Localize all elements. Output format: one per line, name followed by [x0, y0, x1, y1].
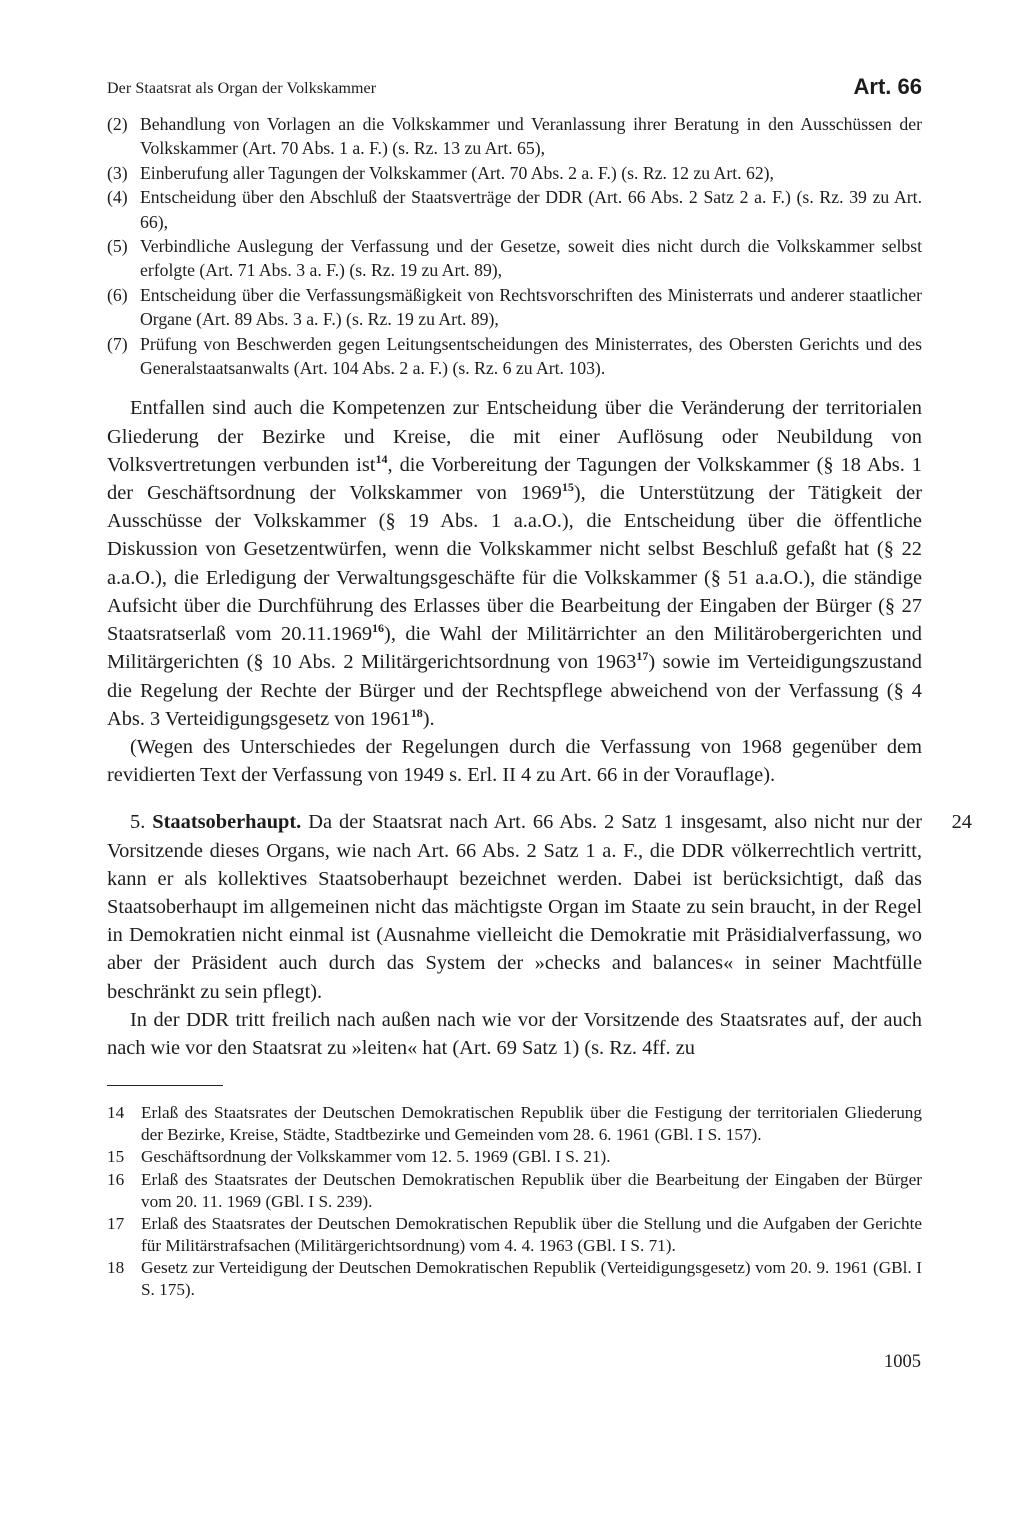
section-paragraph — [107, 808, 922, 1005]
footnote-15 — [107, 1146, 922, 1168]
footnote-ref-18[interactable]: 18 — [410, 705, 423, 720]
paragraph-text: ) sowie im Verteidigungszustand die Regelung der Rechte der Bürger und der Rechtspflege abweichend von der Verfassung (§ 4 Abs. 3 Verteidigungsgesetz von 1961 — [107, 651, 922, 730]
list-item-text: Behandlung von Vorlagen an die Volkskammer und Veranlassung ihrer Beratung in den Ausschüssen der Volkskammer (Art. 70 Abs. 1 a. F.) (s. Rz. 13 zu Art. 65), — [140, 114, 922, 159]
footnote-text: Erlaß des Staatsrates der Deutschen Demokratischen Republik über die Bearbeitung der Eingaben der Bürger vom 20. 11. 1969 (GBl. I S. 239). — [141, 1169, 922, 1211]
list-item-text: Verbindliche Auslegung der Verfassung und der Gesetze, soweit dies nicht durch die Volkskammer selbst erfolgte (Art. 71 Abs. 3 a. F.) (s. Rz. 19 zu Art. 89), — [140, 236, 922, 281]
list-item — [107, 112, 922, 161]
list-item-number: (4) — [107, 187, 128, 208]
footnote-text: Erlaß des Staatsrates der Deutschen Demokratischen Republik über die Festigung der territorialen Gliederung der Bezirke, Kreise, Städte, Stadtbezirke und Gemeinden vom 28. 6. 1961 (GBl. I S. 157). — [141, 1103, 922, 1144]
list-item-text: Entscheidung über die Verfassungsmäßigkeit von Rechtsvorschriften des Ministerrats und anderer staatlicher Organe (Art. 89 Abs. 3 a. F.) (s. Rz. 19 zu Art. 89), — [140, 284, 922, 330]
page-number: 1005 — [884, 1352, 921, 1372]
list-item — [107, 161, 922, 185]
list-item-text: Prüfung von Beschwerden gegen Leitungsentscheidungen des Ministerrates, des Obersten Gerichts und des Generalstaatsanwalts (Art. 104 Abs. 2 a. F.) (s. Rz. 6 zu Art. 103). — [140, 333, 922, 379]
paragraph-text: ), die Unterstützung der Tätigkeit der Ausschüsse der Volkskammer (§ 19 Abs. 1 a.a.O.), die Entscheidung über die öffentliche Diskussion von Gesetzentwürfen, wenn die Volkskammer nicht selbst Beschluß gefaßt hat (§ 22 a.a.O.), die Erledigung der Verwaltungsgeschäfte für die Volkskammer (§ 51 a.a.O.), die ständige Aufsicht über die Durchführung des Erlasses über die Bearbeitung der Eingaben der Bürger (§ 27 Staatsratserlaß vom 20.11.1969 — [107, 482, 922, 646]
footnote-text: Erlaß des Staatsrates der Deutschen Demokratischen Republik über die Stellung und die Aufgaben der Gerichte für Militärstrafsachen (Militärgerichtsordnung) vom 4. 4. 1963 (GBl. I S. 71). — [141, 1214, 922, 1255]
list-item-number: (5) — [107, 236, 128, 257]
body-text — [107, 394, 972, 1062]
footnote-17 — [107, 1213, 922, 1256]
list-item-text: Entscheidung über den Abschluß der Staatsverträge der DDR (Art. 66 Abs. 2 Satz 2 a. F.) (s. Rz. 39 zu Art. 66), — [140, 187, 922, 232]
paragraph-text: Entfallen sind auch die Kompetenzen zur Entscheidung über die Veränderung der territorialen Gliederung der Bezirke und Kreise, die mit einer Auflösung oder Neubildung von Volksvertretungen verbunden ist — [107, 397, 922, 476]
list-item — [107, 283, 922, 332]
article-label: Art. 66 — [853, 74, 922, 99]
list-item — [107, 234, 922, 283]
section-paragraph-continued: In der DDR tritt freilich nach außen nach wie vor der Vorsitzende des Staatsrates auf, der auch nach wie vor den Staatsrat zu »leiten« hat (Art. 69 Satz 1) (s. Rz. 4ff. zu — [107, 1008, 922, 1059]
paragraph-text: ), die Wahl der Militärrichter an den Militärobergerichten und Militärgerichten (§ 10 Abs. 2 Militärgerichtsordnung von 1963 — [107, 623, 922, 674]
list-item-number: (3) — [107, 162, 128, 183]
section-text: Da der Staatsrat nach Art. 66 Abs. 2 Satz 1 insgesamt, also nicht nur der Vorsitzende dieses Organs, wie nach Art. 66 Abs. 2 Satz 1 a. F., die DDR völkerrechtlich vertritt, kann er als kollektives Staatsoberhaupt bezeichnet werden. Dabei ist berücksichtigt, daß das Staatsoberhaupt im allgemeinen nicht das mächtigste Organ im Staate zu sein braucht, in der Regel in Demokratien nicht einmal ist (Ausnahme vielleicht die Demokratie mit Präsidialverfassung, wo aber der Präsident auch durch das System der »checks and balances« in seiner Machtfülle beschränkt zu sein pflegt). — [107, 811, 922, 1003]
footnote-14 — [107, 1102, 922, 1145]
footnote-number: 18 — [107, 1258, 125, 1278]
footnote-text: Geschäftsordnung der Volkskammer vom 12. 5. 1969 (GBl. I S. 21). — [141, 1147, 611, 1167]
footnote-18 — [107, 1257, 922, 1300]
list-item-number: (6) — [107, 284, 128, 305]
footnote-ref-16[interactable]: 16 — [372, 621, 385, 636]
footnote-ref-17[interactable]: 17 — [636, 649, 649, 664]
competence-list — [107, 112, 922, 380]
section-number: 5. — [130, 811, 146, 834]
footnote-number: 16 — [107, 1169, 125, 1189]
running-title: Der Staatsrat als Organ der Volkskammer — [107, 80, 377, 97]
margin-number: 24 — [951, 811, 972, 834]
section-staatsoberhaupt — [107, 808, 972, 1062]
footnote-ref-15[interactable]: 15 — [561, 480, 574, 495]
list-item-number: (7) — [107, 333, 128, 354]
list-item-number: (2) — [107, 114, 128, 134]
paragraph-note: (Wegen des Unterschiedes der Regelungen durch die Verfassung von 1968 gegenüber dem revidierten Text der Verfassung von 1949 s. Erl. II 4 zu Art. 66 in der Vorauflage). — [107, 735, 922, 787]
running-header — [107, 72, 922, 112]
paragraph-text: , die Vorbereitung der Tagungen der Volkskammer (§ 18 Abs. 1 der Geschäftsordnung der Volkskammer von 1969 — [107, 453, 922, 505]
list-item — [107, 185, 922, 234]
footnotes — [107, 1102, 922, 1300]
footnote-text: Gesetz zur Verteidigung der Deutschen Demokratischen Republik (Verteidigungsgesetz) vom 20. 9. 1961 (GBl. I S. 175). — [141, 1258, 922, 1299]
footnote-number: 14 — [107, 1103, 125, 1123]
page — [107, 72, 972, 1301]
paragraph-text: ). — [422, 707, 435, 730]
footnote-divider — [107, 1085, 223, 1086]
footnote-16 — [107, 1169, 922, 1212]
section-heading: Staatsoberhaupt. — [152, 811, 302, 834]
footnote-ref-14[interactable]: 14 — [375, 452, 388, 467]
footnote-number: 17 — [107, 1214, 125, 1234]
paragraph-omitted-competences — [107, 394, 922, 732]
list-item — [107, 332, 922, 381]
footnote-number: 15 — [107, 1147, 125, 1167]
list-item-text: Einberufung aller Tagungen der Volkskammer (Art. 70 Abs. 2 a. F.) (s. Rz. 12 zu Art. 62), — [140, 162, 774, 183]
